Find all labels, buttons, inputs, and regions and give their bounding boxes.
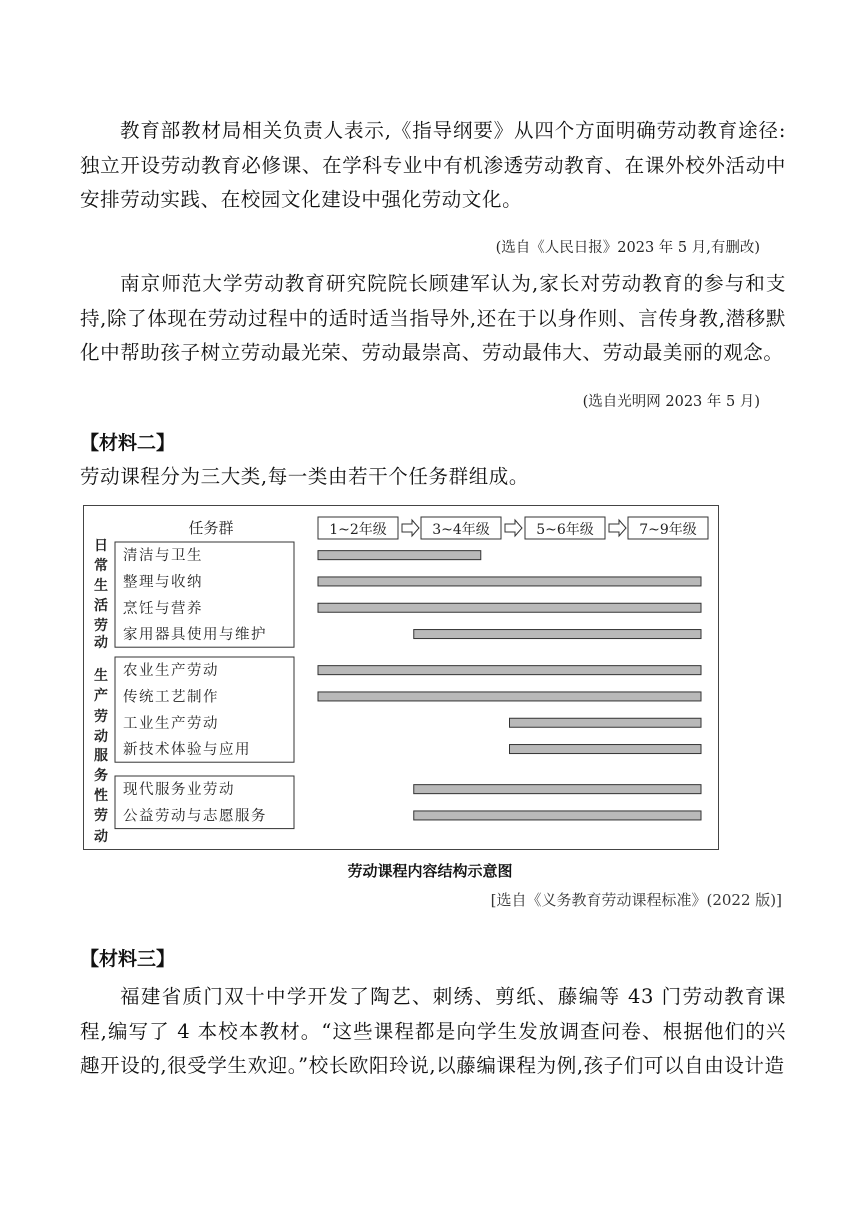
figure-caption: 劳动课程内容结构示意图	[347, 862, 513, 880]
grade-label: 5~6年级	[536, 522, 594, 538]
category-label-char: 劳	[94, 709, 108, 725]
category-label-char: 动	[94, 829, 108, 845]
task-label: 整理与收纳	[123, 574, 203, 591]
task-bar	[318, 551, 481, 560]
task-bar	[414, 630, 701, 639]
material1-source-2: (选自光明网 2023 年 5 月)	[582, 394, 760, 410]
task-bar	[510, 745, 702, 754]
grade-label: 7~9年级	[639, 522, 697, 538]
material3-heading: 【材料三】	[80, 948, 176, 970]
category-label-char: 性	[94, 788, 108, 804]
header-task-group-label: 任务群	[188, 519, 234, 537]
material1-paragraph-2: 南京师范大学劳动教育研究院院长顾建军认为,家长对劳动教育的参与和支持,除了体现在劳动过程中的适时适当指导外,还在于以身作则、言传身教,潜移默化中帮助孩子树立劳动最光荣、劳动最崇高、劳动最伟大、劳动最美丽的观念。	[80, 272, 786, 364]
task-bar	[414, 785, 701, 794]
category-label-char: 服	[94, 748, 108, 764]
task-label: 新技术体验与应用	[123, 742, 251, 759]
task-label: 现代服务业劳动	[123, 782, 235, 799]
category-label-char: 产	[94, 688, 108, 704]
task-bar	[318, 692, 701, 701]
task-bar	[318, 577, 701, 586]
material1-source-1: (选自《人民日报》2023 年 5 月,有删改)	[495, 240, 760, 256]
task-label: 公益劳动与志愿服务	[123, 808, 267, 825]
task-bar	[318, 666, 701, 675]
category-label-char: 日	[94, 538, 108, 554]
task-label: 家用器具使用与维护	[123, 627, 267, 644]
category-label-char: 动	[94, 635, 108, 651]
task-bar	[318, 603, 701, 612]
category-label-char: 务	[94, 768, 108, 784]
task-bar	[414, 811, 701, 820]
labor-course-structure-chart	[83, 505, 719, 850]
category-label-char: 生	[94, 578, 108, 594]
task-label: 清洁与卫生	[123, 548, 203, 565]
material3-paragraph: 福建省质门双十中学开发了陶艺、刺绣、剪纸、藤编等 43 门劳动教育课程,编写了 4 本校本教材。“这些课程都是向学生发放调查问卷、根据他们的兴趣开设的,很受学生欢迎。”校长欧阳玲说,以藤编课程为例,孩子们可以自由设计造	[80, 985, 786, 1077]
material2-intro: 劳动课程分为三大类,每一类由若干个任务群组成。	[80, 465, 529, 488]
category-label-char: 生	[94, 668, 108, 684]
category-label-char: 劳	[94, 618, 108, 634]
grade-label: 3~4年级	[432, 522, 490, 538]
task-label: 传统工艺制作	[123, 689, 219, 706]
task-bar	[510, 718, 702, 727]
task-label: 烹饪与营养	[123, 600, 203, 617]
task-label: 工业生产劳动	[123, 715, 219, 732]
category-label-char: 劳	[94, 808, 108, 824]
category-label-char: 常	[94, 558, 108, 574]
material1-paragraph-1: 教育部教材局相关负责人表示,《指导纲要》从四个方面明确劳动教育途径:独立开设劳动教育必修课、在学科专业中有机渗透劳动教育、在课外校外活动中安排劳动实践、在校园文化建设中强化劳动文化。	[80, 119, 786, 211]
task-label: 农业生产劳动	[123, 663, 219, 680]
grade-label: 1~2年级	[329, 522, 387, 538]
figure-source: [选自《义务教育劳动课程标准》(2022 版)]	[490, 891, 782, 909]
category-label-char: 活	[94, 598, 108, 614]
category-label-char: 动	[94, 729, 108, 745]
material2-heading: 【材料二】	[80, 432, 176, 454]
